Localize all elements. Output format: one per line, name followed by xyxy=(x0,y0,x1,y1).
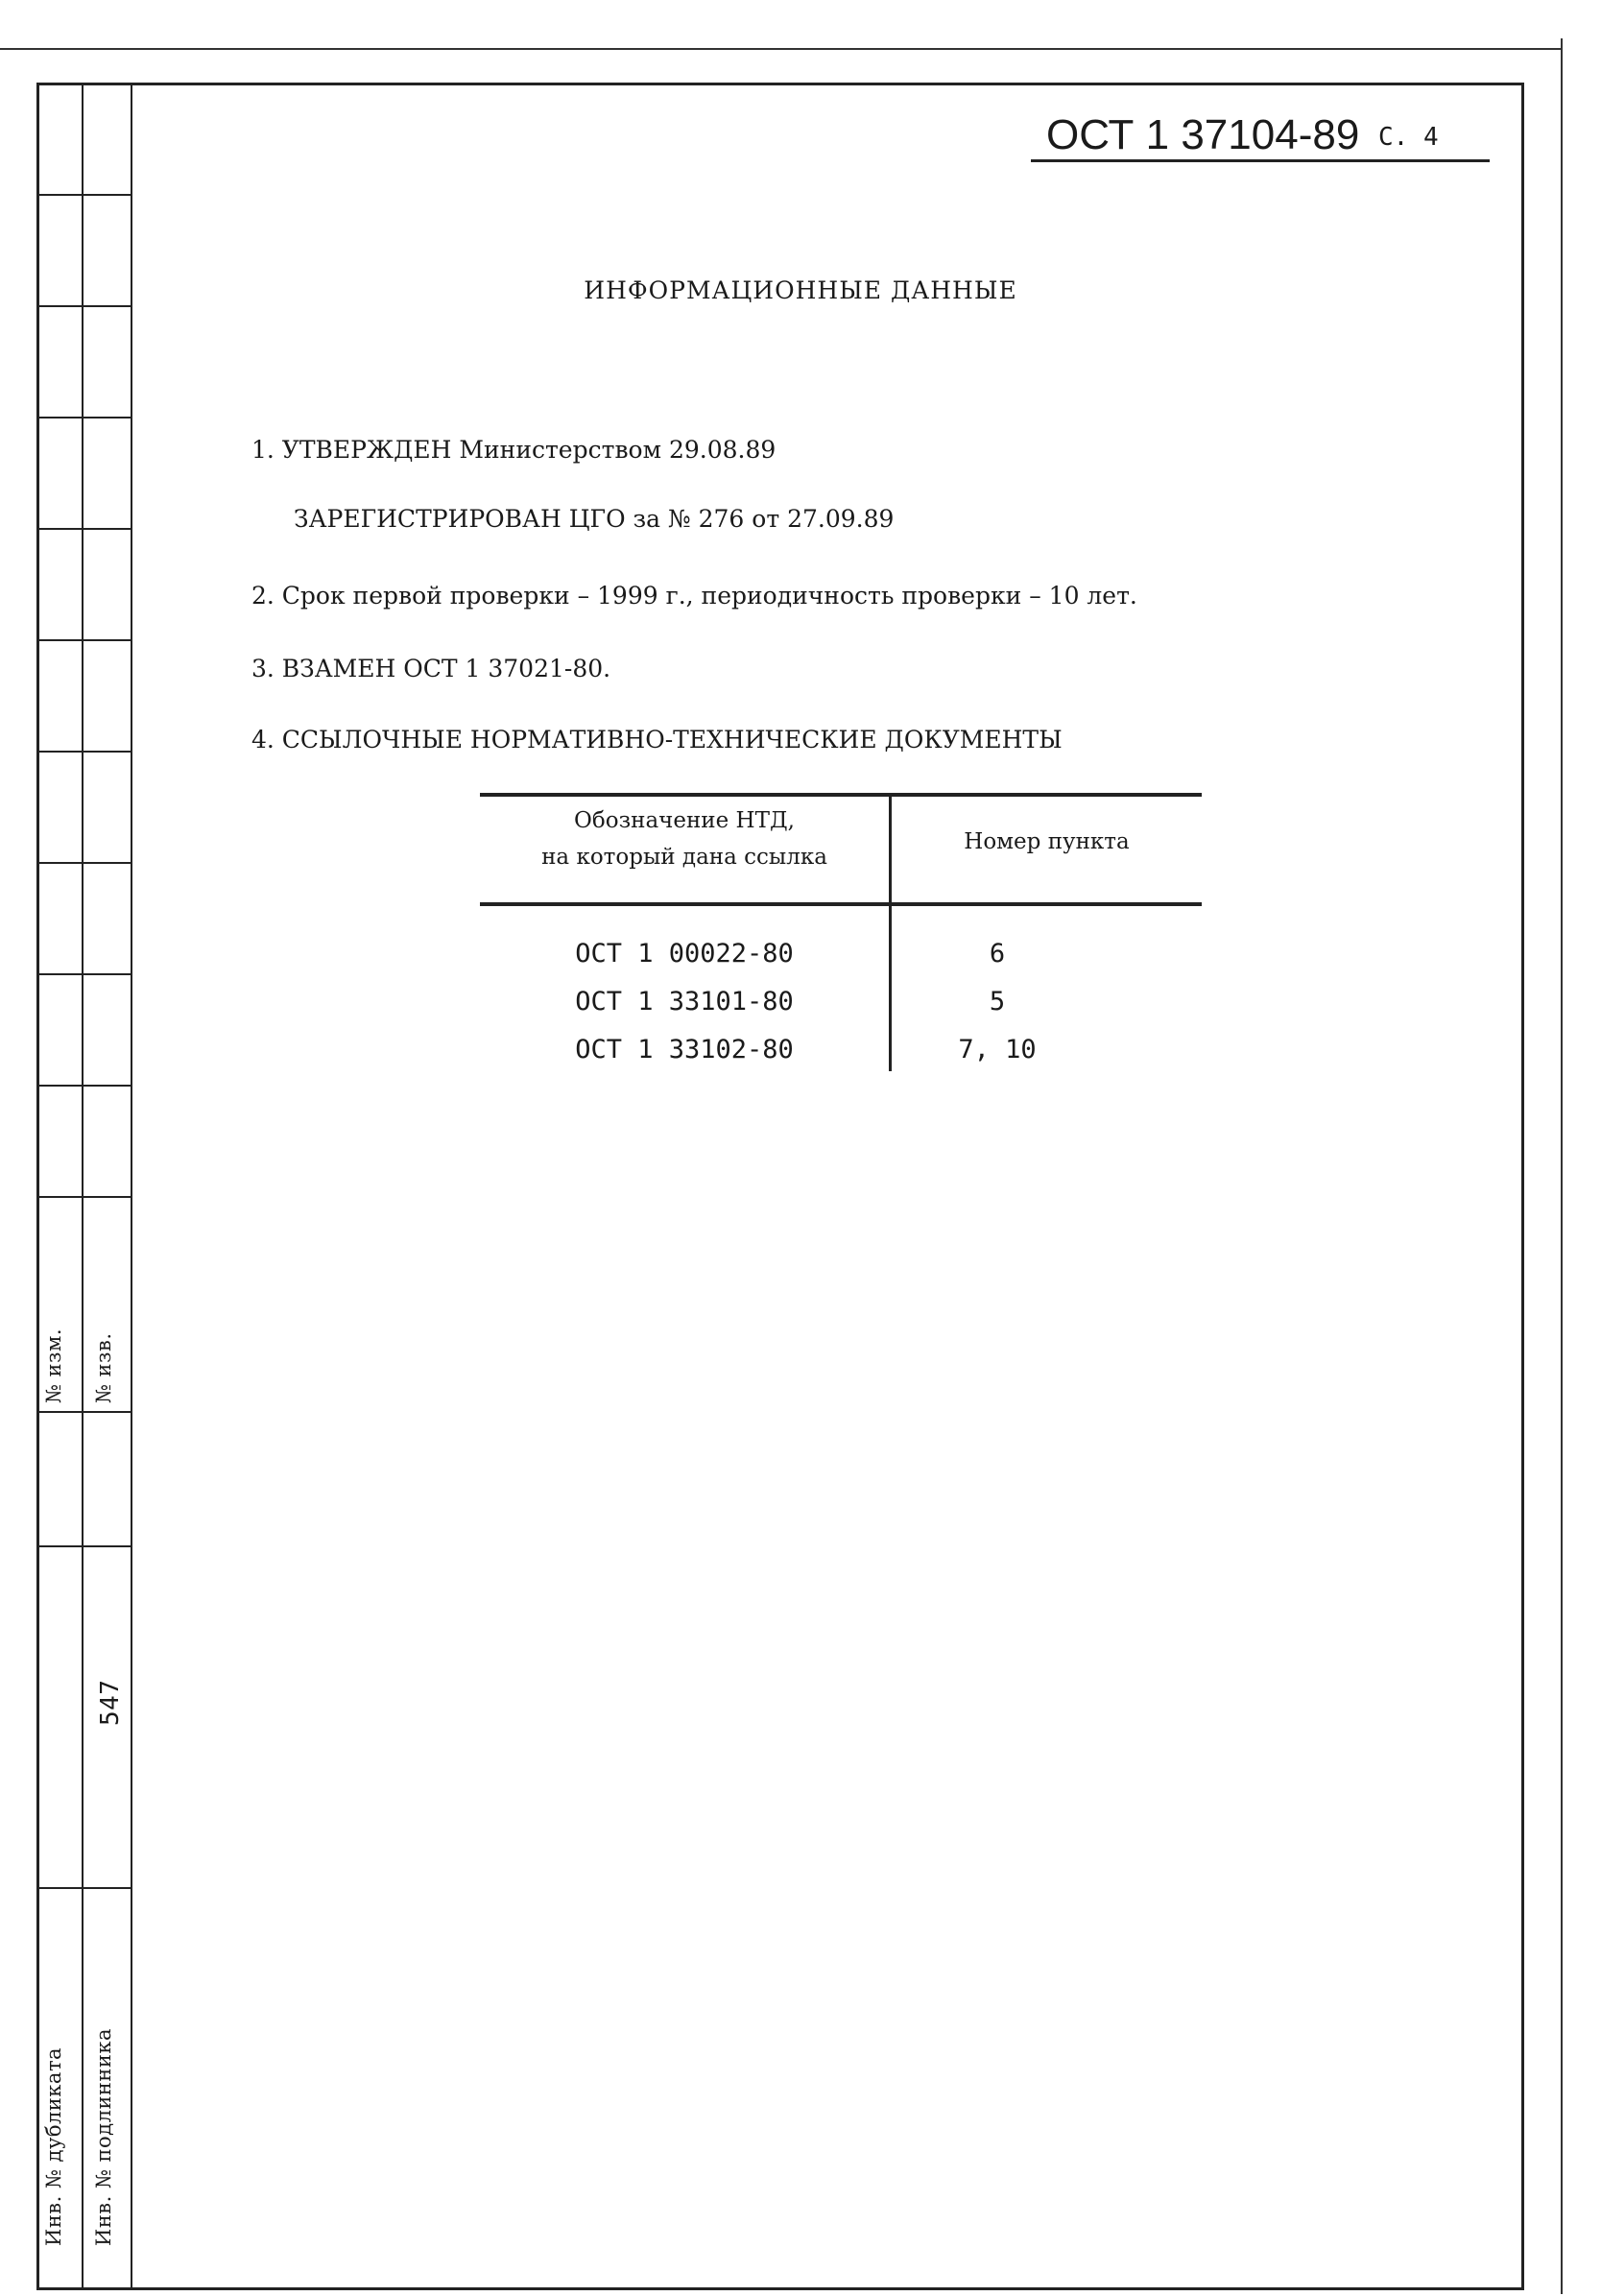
notice-number-label: № изв. xyxy=(92,1332,115,1403)
strip-rule xyxy=(36,1196,131,1198)
strip-rule xyxy=(36,528,131,530)
duplicate-inventory-label: Инв. № дубликата xyxy=(42,2046,65,2246)
inventory-number: 547 xyxy=(96,1679,125,1726)
strip-rule xyxy=(36,1887,131,1889)
table-row-doc: ОСТ 1 00022-80 xyxy=(575,939,794,969)
table-row-doc: ОСТ 1 33102-80 xyxy=(575,1035,794,1064)
item-references-heading: 4. ССЫЛОЧНЫЕ НОРМАТИВНО-ТЕХНИЧЕСКИЕ ДОКУМЕНТЫ xyxy=(251,726,1063,753)
strip-rule xyxy=(36,194,131,196)
change-number-label: № изм. xyxy=(42,1327,65,1403)
strip-rule xyxy=(36,639,131,641)
page-number: С. 4 xyxy=(1378,123,1439,152)
header-underline xyxy=(1031,159,1490,162)
strip-rule xyxy=(36,305,131,307)
table-row-clause: 5 xyxy=(989,987,1006,1016)
col-doc-header-line1: Обозначение НТД, xyxy=(574,808,795,833)
strip-rule xyxy=(36,1411,131,1413)
strip-divider-right xyxy=(131,83,132,2290)
original-inventory-label: Инв. № подлинника xyxy=(92,2027,115,2246)
item-review-period: 2. Срок первой проверки – 1999 г., периодичность проверки – 10 лет. xyxy=(251,582,1137,610)
strip-rule xyxy=(36,751,131,753)
item-replaces: 3. ВЗАМЕН ОСТ 1 37021-80. xyxy=(251,655,611,682)
strip-rule xyxy=(36,417,131,419)
table-top-rule xyxy=(480,793,1202,797)
table-row-doc: ОСТ 1 33101-80 xyxy=(575,987,794,1016)
table-row-clause: 7, 10 xyxy=(958,1035,1037,1064)
item-approved: 1. УТВЕРЖДЕН Министерством 29.08.89 xyxy=(251,436,777,464)
table-row-clause: 6 xyxy=(989,939,1006,969)
right-border xyxy=(1561,38,1563,2294)
strip-rule xyxy=(36,1545,131,1547)
document-code: ОСТ 1 37104-89 xyxy=(1046,111,1360,158)
strip-rule xyxy=(36,862,131,864)
col-doc-header-line2: на который дана ссылка xyxy=(541,845,827,870)
strip-rule xyxy=(36,973,131,975)
top-border xyxy=(0,48,1563,50)
strip-rule xyxy=(36,1085,131,1087)
table-header-rule xyxy=(480,902,1202,906)
section-title: ИНФОРМАЦИОННЫЕ ДАННЫЕ xyxy=(584,276,1017,304)
strip-divider-left xyxy=(82,83,84,2290)
item-registered: ЗАРЕГИСТРИРОВАН ЦГО за № 276 от 27.09.89 xyxy=(294,505,895,533)
page-frame xyxy=(36,83,1524,2290)
col-clause-header: Номер пункта xyxy=(964,829,1130,854)
